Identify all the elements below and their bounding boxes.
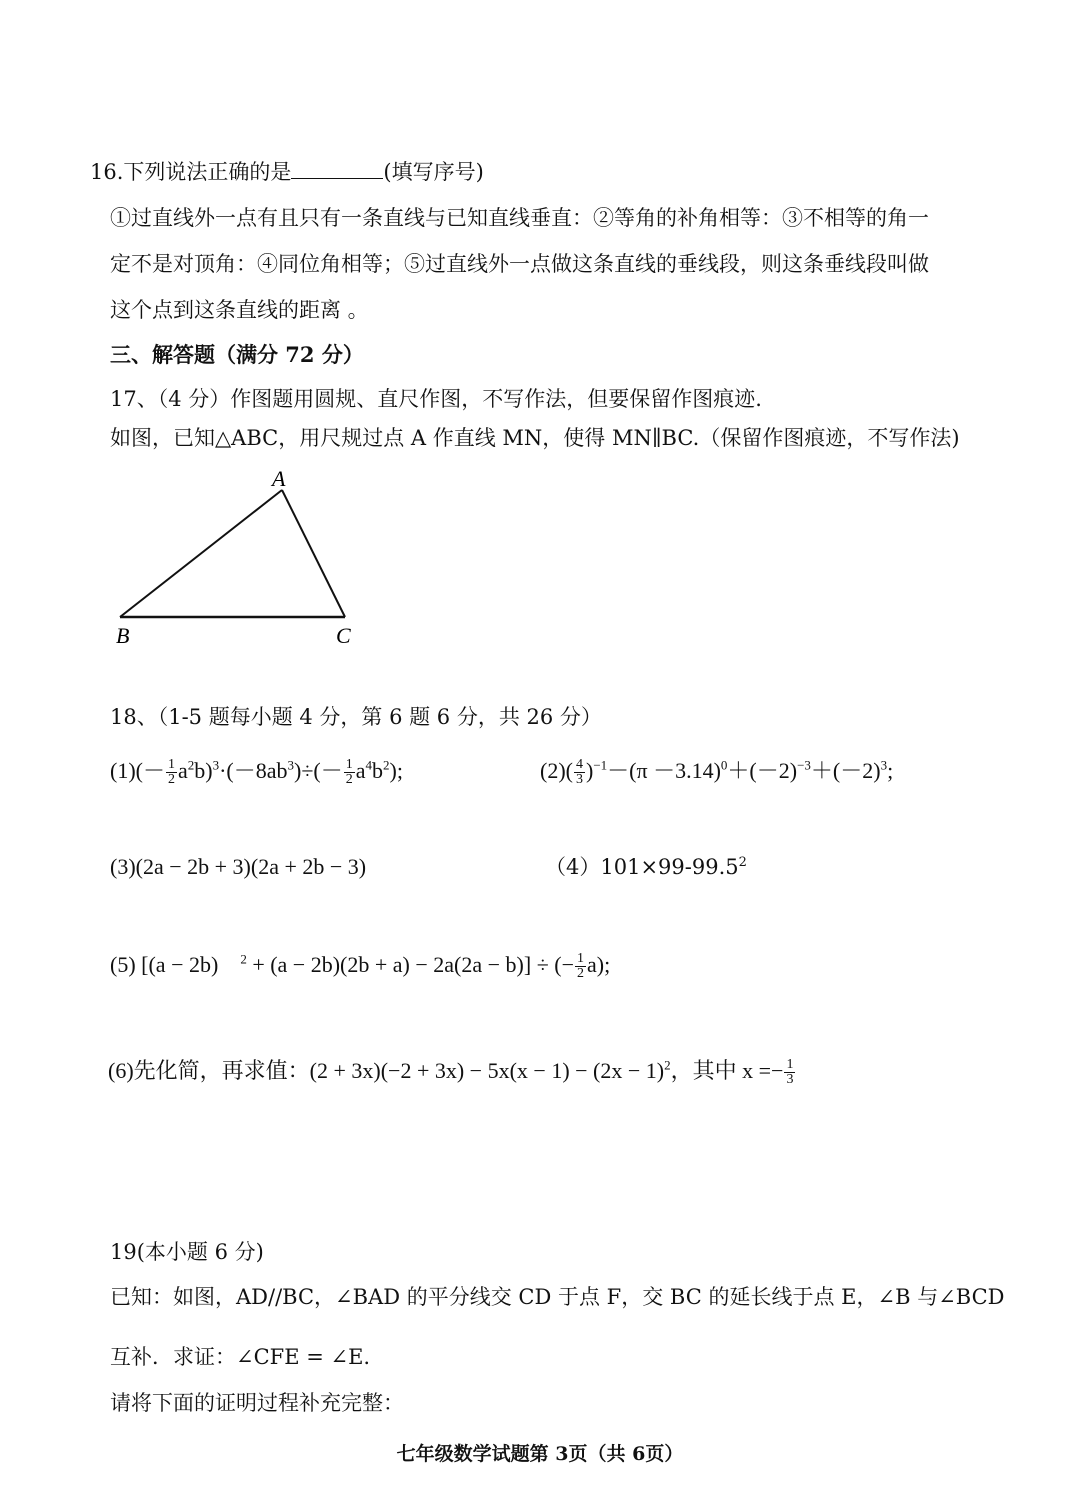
math-text: a: [177, 758, 188, 783]
q18-problem-3: (3)(2a − 2b + 3)(2a + 2b − 3): [110, 854, 367, 879]
vertex-label-a: A: [272, 466, 286, 491]
q19-line-2: 互补．求证：∠CFE = ∠E.: [110, 1345, 371, 1369]
fraction: [784, 1058, 795, 1087]
q16-prompt: [90, 158, 484, 186]
math-text: ;: [887, 758, 894, 783]
exponent: 2: [240, 951, 247, 967]
numerator: 4: [575, 757, 583, 773]
q19-header: 19(本小题 6 分): [110, 1240, 264, 1264]
numerator: 1: [167, 757, 175, 773]
q16-body-line-3: 这个点到这条直线的距离 。: [110, 298, 369, 322]
math-text: a: [355, 758, 366, 783]
triangle-side-ab: [120, 490, 282, 617]
exponent: 2: [664, 1057, 671, 1073]
math-text: (1)(－: [110, 758, 165, 783]
numerator: 1: [577, 951, 584, 967]
q19-line-3: 请将下面的证明过程补充完整：: [110, 1391, 404, 1415]
math-text: );: [389, 758, 403, 783]
fraction: [166, 758, 177, 787]
fraction: [575, 952, 586, 981]
answer-blank[interactable]: [291, 158, 383, 179]
math-text: (2)(: [540, 758, 573, 783]
math-text: －(π －3.14): [607, 758, 721, 783]
exponent: 3: [287, 757, 294, 773]
q19-line-1: 已知：如图，AD//BC，∠BAD 的平分线交 CD 于点 F，交 BC 的延长线于点 E，∠B 与∠BCD: [110, 1285, 1005, 1309]
exponent: 2: [738, 855, 747, 870]
exponent: 0: [720, 757, 728, 773]
math-text: ＋(－2): [727, 758, 798, 783]
numerator: 1: [345, 757, 353, 773]
q16-prefix: 16.下列说法正确的是: [90, 160, 292, 184]
q18-problem-1: [110, 757, 403, 787]
q18-problem-5: [110, 951, 610, 981]
exponent: 2: [187, 757, 195, 773]
numerator: 1: [786, 1057, 794, 1073]
exponent: 3: [212, 757, 220, 773]
triangle-abc-figure: [100, 460, 380, 655]
section-title: 三、解答题（满分 72 分）: [110, 342, 364, 367]
math-text: a);: [587, 952, 611, 977]
q16-body-line-2: 定不是对顶角：④同位角相等；⑤过直线外一点做这条直线的垂线段，则这条垂线段叫做: [110, 252, 929, 276]
vertex-label-c: C: [336, 623, 351, 648]
page-footer: 七年级数学试题第 3页（共 6页）: [396, 1443, 684, 1465]
exponent: 3: [880, 757, 888, 773]
math-text: ·(－8ab: [219, 758, 288, 783]
q16-body-line-1: ①过直线外一点有且只有一条直线与已知直线垂直：②等角的补角相等：③不相等的角一: [110, 206, 929, 230]
q18-problem-4: [545, 853, 747, 881]
math-text: （4）101×99-99.5: [545, 855, 739, 879]
q18-header: 18、（1-5 题每小题 4 分，第 6 题 6 分，共 26 分）: [110, 705, 602, 729]
fraction: [574, 758, 585, 787]
denominator: 2: [345, 772, 353, 788]
math-text: b): [194, 758, 213, 783]
q18-problem-6: [108, 1057, 796, 1087]
math-text: ): [585, 758, 594, 783]
exponent: 4: [365, 757, 372, 773]
q17-line-1: 17、（4 分）作图题用圆规、直尺作图，不写作法，但要保留作图痕迹.: [110, 387, 762, 411]
q16-suffix: (填写序号): [383, 160, 484, 184]
math-text: + (a − 2b)(2b + a) − 2a(2a − b)] ÷ (−: [246, 952, 574, 977]
denominator: 3: [575, 772, 583, 788]
exponent: −3: [797, 757, 811, 773]
exponent: −1: [593, 757, 608, 773]
math-text: (6)先化简，再求值：(2 + 3x)(−2 + 3x) − 5x(x − 1) − (2x − 1): [108, 1058, 665, 1083]
math-text: (5) [(a − 2b): [110, 952, 219, 977]
math-text: )÷(－: [294, 758, 343, 783]
math-text: ，其中 x =−: [670, 1058, 784, 1083]
math-text: ＋(－2): [810, 758, 881, 783]
fraction: [344, 758, 355, 787]
q17-line-2: 如图，已知△ABC，用尺规过点 A 作直线 MN，使得 MN∥BC.（保留作图痕迹，不写作法): [110, 426, 960, 450]
vertex-label-b: B: [116, 623, 130, 648]
denominator: 2: [167, 772, 175, 788]
exponent: 2: [383, 757, 390, 773]
math-text: b: [372, 758, 383, 783]
denominator: 3: [786, 1072, 794, 1088]
denominator: 2: [577, 966, 584, 982]
q18-problem-2: [540, 757, 893, 787]
triangle-side-ac: [282, 490, 345, 617]
